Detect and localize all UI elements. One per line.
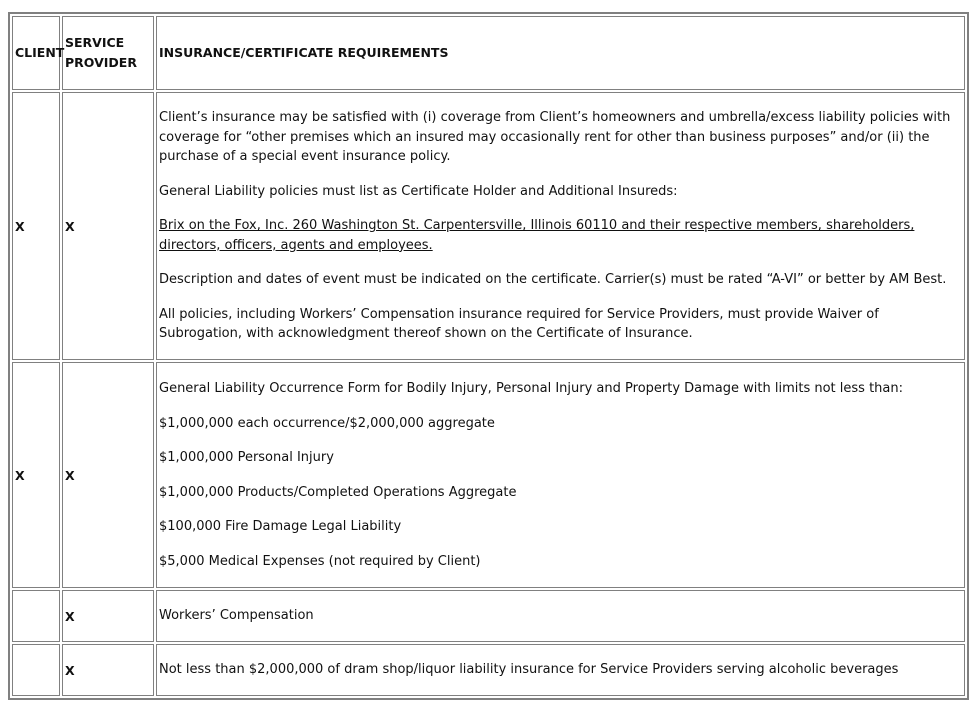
- client-mark: X: [12, 362, 60, 588]
- table-row: [12, 590, 965, 642]
- provider-mark: X: [62, 92, 154, 360]
- header-client: CLIENT: [12, 16, 60, 90]
- limit-text: $5,000 Medical Expenses (not required by Client): [159, 553, 481, 569]
- client-mark: [12, 644, 60, 696]
- header-requirements: INSURANCE/CERTIFICATE REQUIREMENTS: [156, 16, 965, 90]
- requirement-text: General Liability policies must list as Certificate Holder and Additional Insureds:: [159, 183, 678, 199]
- provider-mark: X: [62, 644, 154, 696]
- provider-mark: X: [62, 590, 154, 642]
- requirement-text: Client’s insurance may be satisfied with (i) coverage from Client’s homeowners and umbrella/excess liability policies with coverage for “other premises which an insured may occasionally rent for other than business purposes” and/or (ii) the purchase of a special event insurance policy.: [159, 110, 951, 165]
- table-row: [12, 644, 965, 696]
- table-row: [12, 92, 965, 360]
- header-service-provider: SERVICE PROVIDER: [62, 16, 154, 90]
- client-mark: [12, 590, 60, 642]
- requirement-cell: [156, 362, 965, 588]
- requirement-cell: [156, 590, 965, 642]
- requirement-text: Description and dates of event must be indicated on the certificate. Carrier(s) must be rated “A-VI” or better by AM Best.: [159, 272, 947, 288]
- insurance-requirements-table: [8, 12, 969, 700]
- limit-text: $1,000,000 Personal Injury: [159, 450, 334, 465]
- requirement-text: All policies, including Workers’ Compensation insurance required for Service Providers, must provide Waiver of Subrogation, with acknowledgment thereof shown on the Certificate of Insurance.: [159, 306, 879, 342]
- requirement-cell: [156, 92, 965, 360]
- client-mark: X: [12, 92, 60, 360]
- requirement-cell: [156, 644, 965, 696]
- limit-text: $1,000,000 Products/Completed Operations Aggregate: [159, 484, 517, 500]
- provider-mark: X: [62, 362, 154, 588]
- table-row: [12, 362, 965, 588]
- requirement-text: Workers’ Compensation: [159, 608, 314, 624]
- limit-text: $1,000,000 each occurrence/$2,000,000 aggregate: [159, 415, 495, 431]
- additional-insured-text: Brix on the Fox, Inc. 260 Washington St. Carpentersville, Illinois 60110 and their respective members, shareholders, directors, officers, agents and employees.: [159, 218, 915, 253]
- requirement-text: Not less than $2,000,000 of dram shop/liquor liability insurance for Service Providers serving alcoholic beverages: [159, 662, 899, 678]
- header-row: [12, 16, 965, 90]
- insurance-requirements-table-wrapper: [8, 12, 969, 700]
- limit-text: $100,000 Fire Damage Legal Liability: [159, 519, 402, 534]
- requirement-text: General Liability Occurrence Form for Bodily Injury, Personal Injury and Property Damage with limits not less than:: [159, 381, 903, 396]
